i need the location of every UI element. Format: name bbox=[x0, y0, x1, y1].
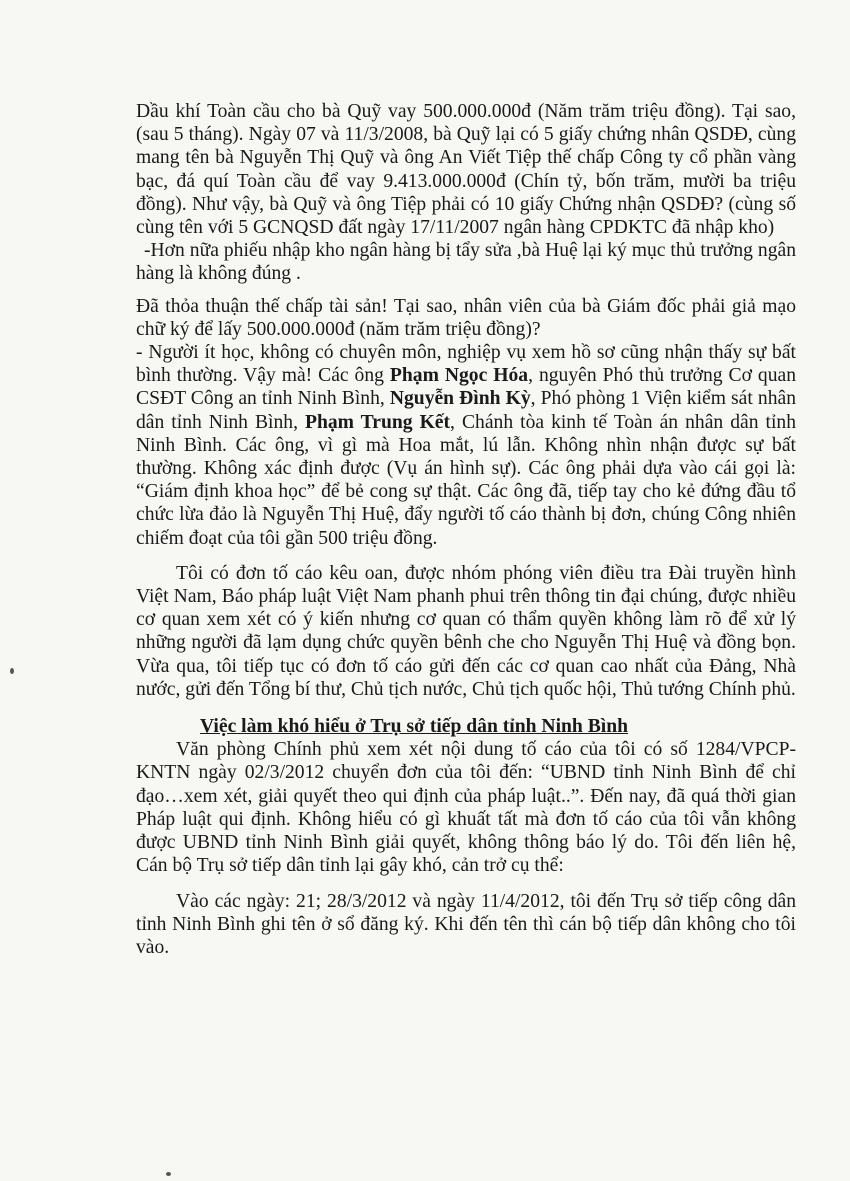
paragraph-officials-text-d: , Chánh tòa kinh tế Toàn án nhân dân tỉnh Ninh Bình. Các ông, vì gì mà Hoa mắt, lú lẫn. Không nhìn nhận được sự bất thường. Không xác định được (Vụ án hình sự). Các ông phải dựa vào cái gọi là: “Giám định khoa học” để bẻ cong sự thật. Các ông đã, tiếp tay cho kẻ đứng đầu tổ chức lừa đảo là Nguyễn Thị Huệ, đẩy người tố cáo thành bị đơn, chúng Công nhiên chiếm đoạt của tôi gần 500 triệu đồng. bbox=[136, 411, 797, 549]
scan-speck bbox=[10, 668, 14, 674]
paragraph-officials bbox=[136, 341, 796, 550]
paragraph-officials-text-c: , Phó phòng 1 Viện kiểm sát nhân dân tỉnh Ninh Bình, bbox=[136, 388, 796, 433]
scan-speck bbox=[166, 1172, 171, 1176]
official-name-hoa: Phạm Ngọc Hóa bbox=[389, 365, 529, 387]
document-body bbox=[136, 100, 796, 959]
official-name-ky: Nguyễn Đình Kỳ bbox=[389, 388, 531, 410]
paragraph-reception-dates: Vào các ngày: 21; 28/3/2012 và ngày 11/4/2012, tôi đến Trụ sở tiếp công dân tỉnh Ninh Bình ghi tên ở sổ đăng ký. Khi đến tên thì cán bộ tiếp dân không cho tôi vào. bbox=[136, 890, 796, 958]
paragraph-officials-text-b: , nguyên Phó thủ trưởng Cơ quan CSĐT Công an tỉnh Ninh Bình, bbox=[136, 365, 797, 410]
paragraph-complaint: Tôi có đơn tố cáo kêu oan, được nhóm phóng viên điều tra Đài truyền hình Việt Nam, Báo pháp luật Việt Nam phanh phui trên thông tin đại chúng, được nhiều cơ quan xem xét có ý kiến nhưng cơ quan có thẩm quyền không làm rõ để xử lý những người đã lạm dụng chức quyền bênh che cho Nguyễn Thị Huệ và đồng bọn. Vừa qua, tôi tiếp tục có đơn tố cáo gửi đến các cơ quan cao nhất của Đảng, Nhà nước, gửi đến Tổng bí thư, Chủ tịch nước, Chủ tịch quốc hội, Thủ tướng Chính phủ. bbox=[136, 562, 796, 700]
paragraph-loan-details: Dầu khí Toàn cầu cho bà Quỹ vay 500.000.000đ (Năm trăm triệu đồng). Tại sao, (sau 5 tháng). Ngày 07 và 11/3/2008, bà Quỹ lại có 5 giấy chứng nhân QSDĐ, cùng mang tên bà Nguyễn Thị Quỹ và ông An Viết Tiệp thế chấp Công ty cổ phần vàng bạc, đá quí Toàn cầu để vay 9.413.000.000đ (Chín tỷ, bốn trăm, mười ba triệu đồng). Như vậy, bà Quỹ và ông Tiệp phải có 10 giấy Chứng nhận QSDĐ? (cùng số cùng tên với 5 GCNQSD đất ngày 17/11/2007 ngân hàng CPDKTC đã nhập kho) bbox=[136, 101, 796, 239]
paragraph-officials-text-a: - Người ít học, không có chuyên môn, nghiệp vụ xem hồ sơ cũng nhận thấy sự bất bình thường. Vậy mà! Các ông bbox=[136, 342, 796, 387]
official-name-ket: Phạm Trung Kết bbox=[305, 411, 451, 433]
paragraph-warehouse-receipt: -Hơn nữa phiếu nhập kho ngân hàng bị tẩy sửa ,bà Huệ lại ký mục thủ trưởng ngân hàng là không đúng . bbox=[136, 240, 796, 285]
section-heading: Việc làm khó hiểu ở Trụ sở tiếp dân tỉnh Ninh Bình bbox=[200, 716, 629, 738]
paragraph-government-office: Văn phòng Chính phủ xem xét nội dung tố cáo của tôi có số 1284/VPCP-KNTN ngày 02/3/2012 chuyển đơn của tôi đến: “UBND tỉnh Ninh Bình để chỉ đạo…xem xét, giải quyết theo qui định của pháp luật..”. Đến nay, đã quá thời gian Pháp luật qui định. Không hiểu có gì khuất tất mà đơn tố cáo của tôi vẫn không được UBND tỉnh Ninh Bình giải quyết, không thông báo lý do. Tôi đến liên hệ, Cán bộ Trụ sở tiếp dân tỉnh lại gây khó, cản trở cụ thể: bbox=[136, 739, 796, 877]
paragraph-forged-signature: Đã thỏa thuận thế chấp tài sản! Tại sao, nhân viên của bà Giám đốc phải giả mạo chữ ký để lấy 500.000.000đ (năm trăm triệu đồng)? bbox=[136, 295, 796, 340]
